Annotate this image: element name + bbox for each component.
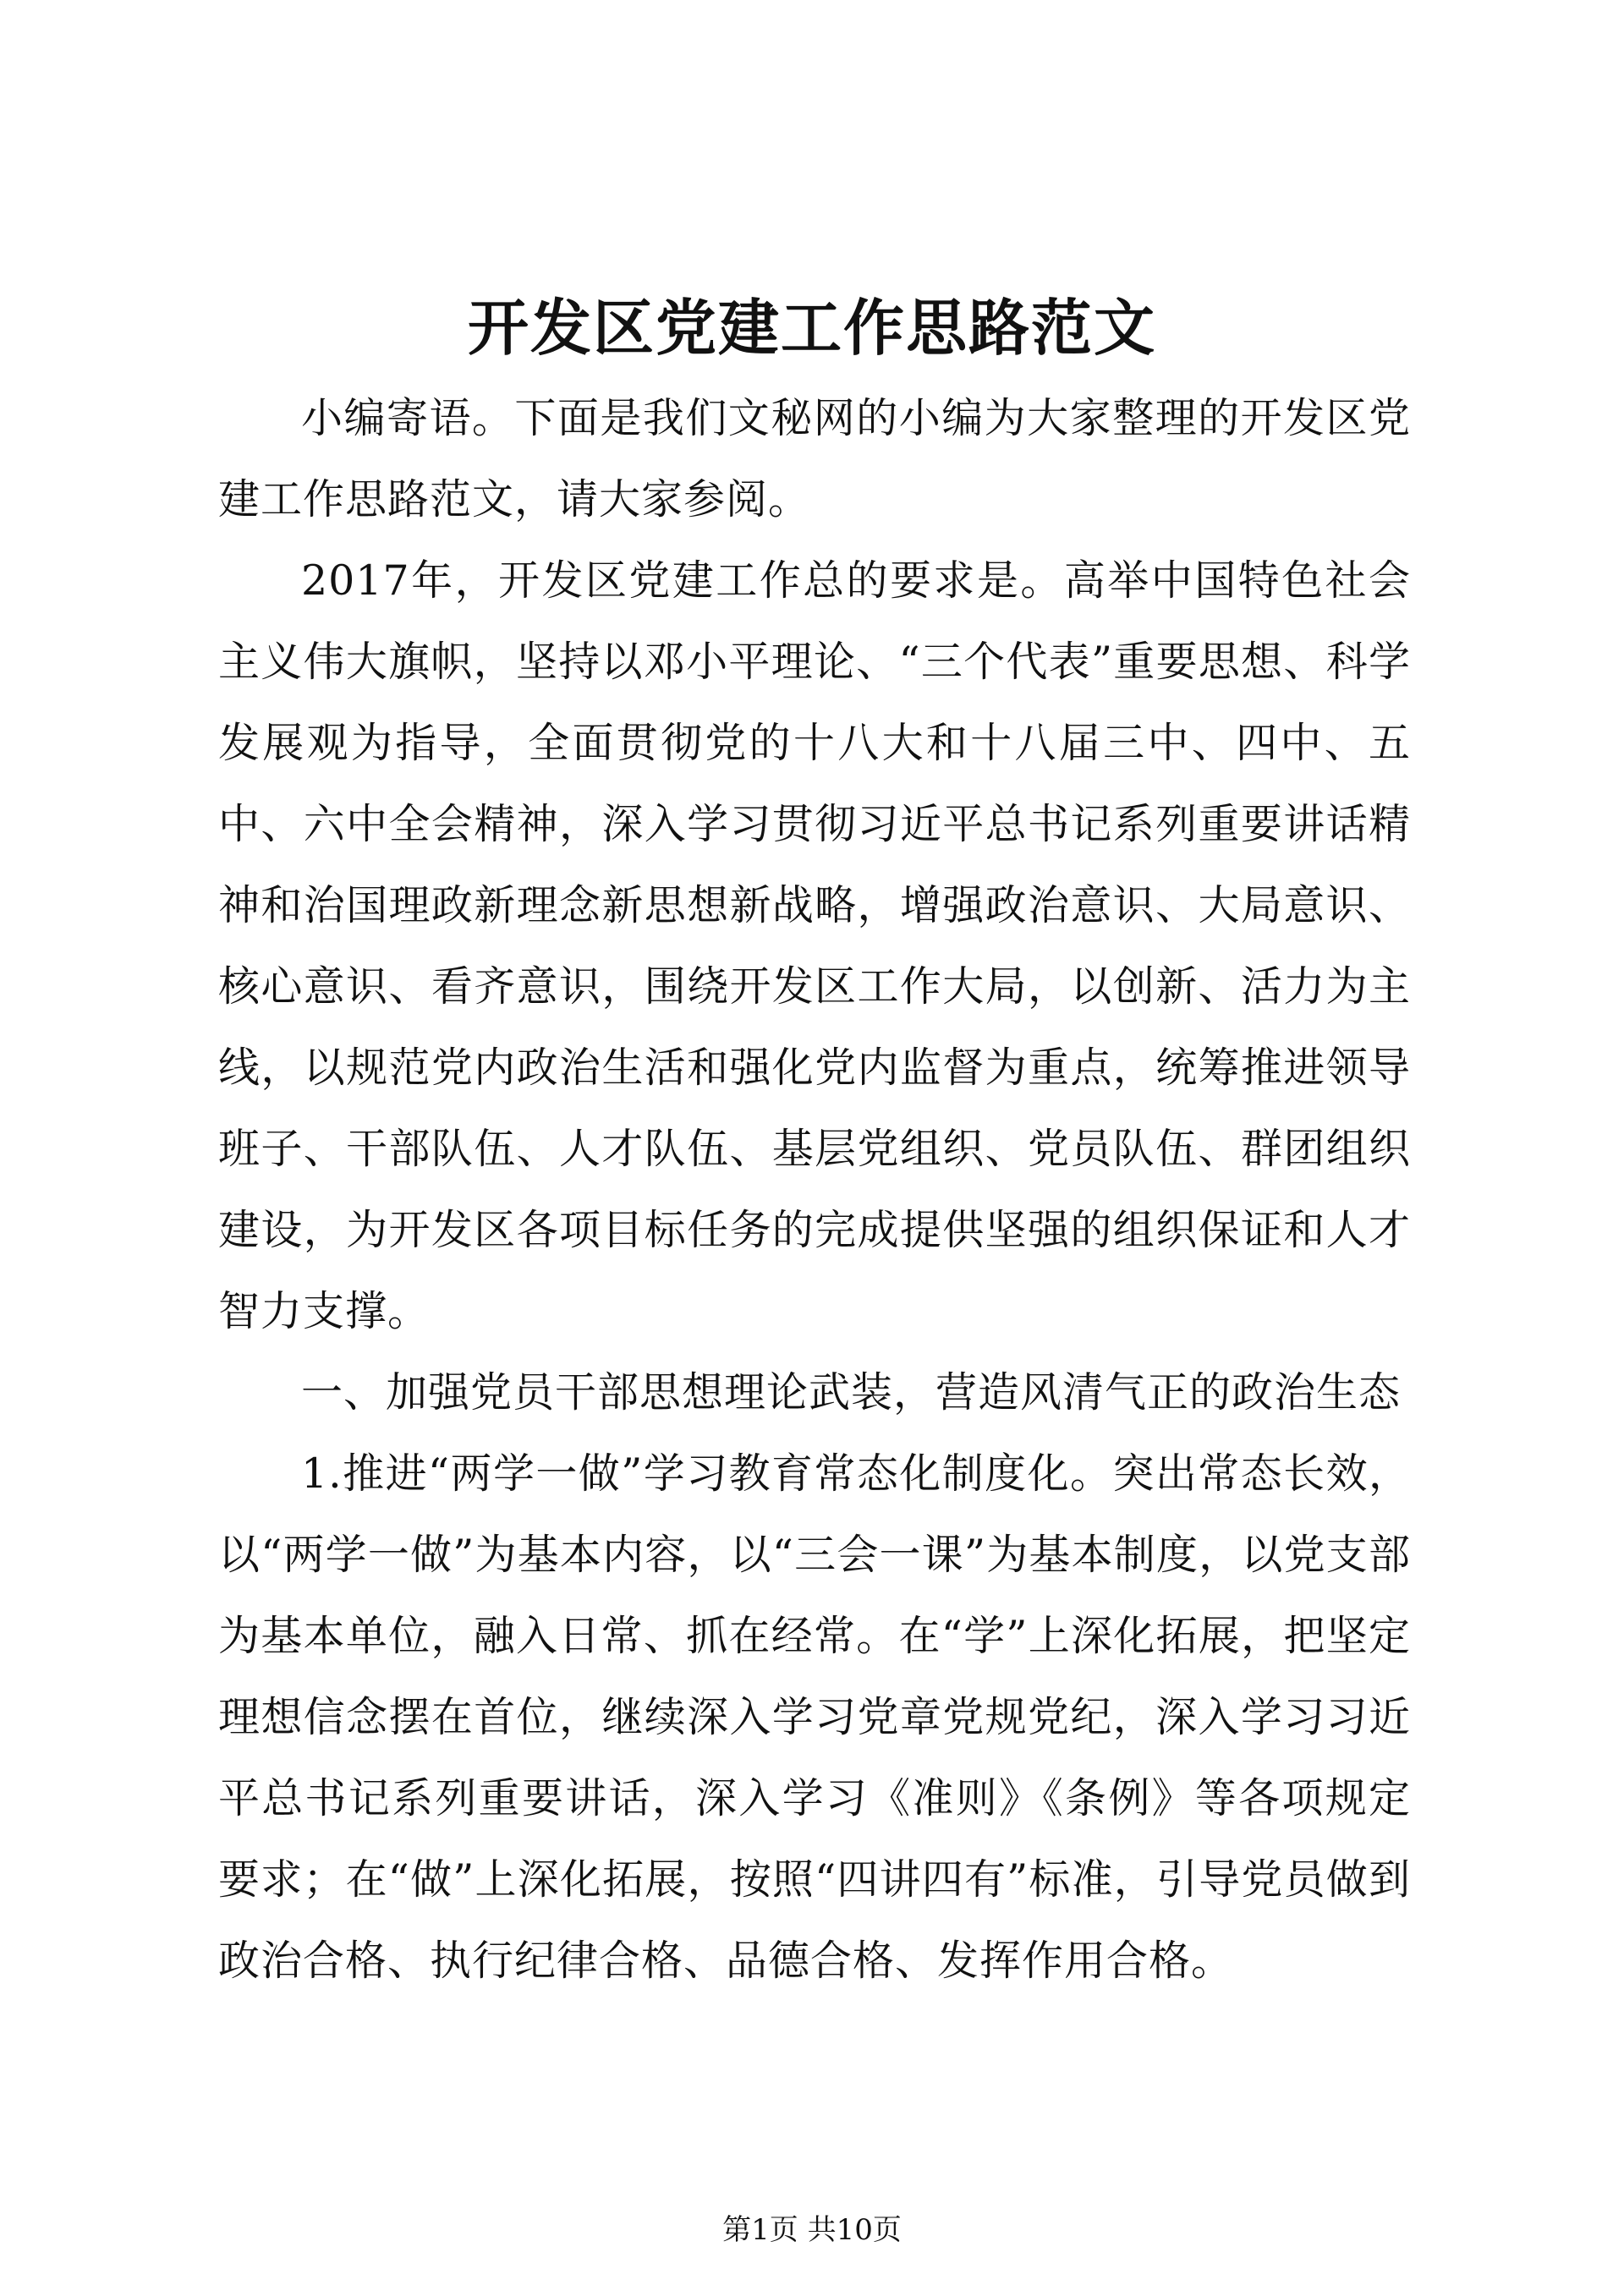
page-footer: 第1页 共10页 <box>722 2213 902 2247</box>
paragraph-item-1: 1.推进“两学一做”学习教育常态化制度化。突出常态长效，以“两学一做”为基本内容，以“三会一课”为基本制度，以党支部为基本单位，融入日常、抓在经常。在“学”上深化拓展，把坚定理想信念摆在首位，继续深入学习党章党规党纪，深入学习习近平总书记系列重要讲话，深入学习《准则》《条例》等各项规定要求；在“做”上深化拓展，按照“四讲四有”标准，引导党员做到政治合格、执行纪律合格、品德合格、发挥作用合格。 <box>218 1449 1411 1985</box>
document-body <box>218 378 1411 2002</box>
section-heading-1: 一、加强党员干部思想理论武装，营造风清气正的政治生态 <box>301 1368 1402 1417</box>
paragraph-requirements: 2017年，开发区党建工作总的要求是。高举中国特色社会主义伟大旗帜，坚持以邓小平理论、“三个代表”重要思想、科学发展观为指导，全面贯彻党的十八大和十八届三中、四中、五中、六中全会精神，深入学习贯彻习近平总书记系列重要讲话精神和治国理政新理念新思想新战略，增强政治意识、大局意识、核心意识、看齐意识，围绕开发区工作大局，以创新、活力为主线，以规范党内政治生活和强化党内监督为重点，统筹推进领导班子、干部队伍、人才队伍、基层党组织、党员队伍、群团组织建设，为开发区各项目标任务的完成提供坚强的组织保证和人才智力支撑。 <box>218 556 1411 1335</box>
document-title: 开发区党建工作思路范文 <box>467 292 1156 364</box>
paragraph-intro: 小编寄语。下面是我们文秘网的小编为大家整理的开发区党建工作思路范文，请大家参阅。 <box>218 394 1411 523</box>
